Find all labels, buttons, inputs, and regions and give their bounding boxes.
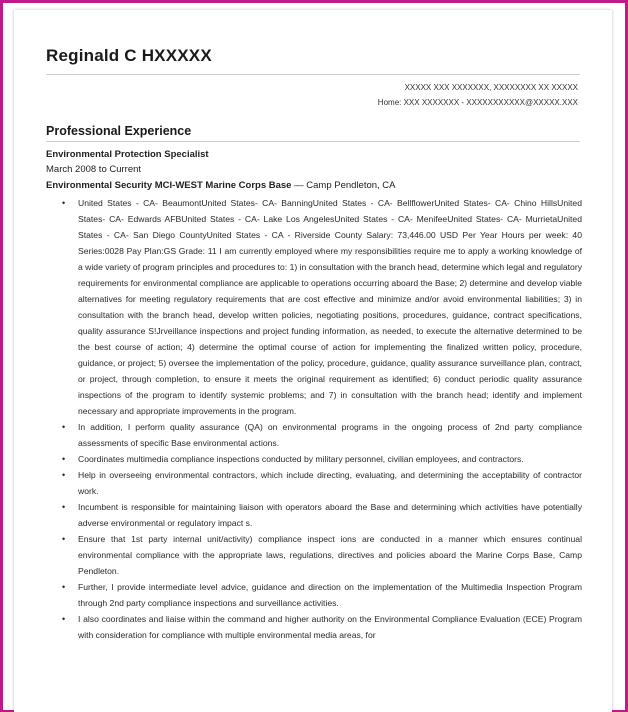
list-item: • I also coordinates and liaise within the command and higher authority on the Environmental Compliance Evaluation (ECE) Program with consideration for compliance with multiple environmental media areas, for: [62, 611, 582, 643]
employer-separator: —: [291, 180, 307, 191]
section-title-experience: Professional Experience: [46, 124, 192, 138]
job-employer: Environmental Security MCI-WEST Marine Corps Base: [46, 180, 292, 191]
section-divider: [46, 141, 580, 142]
job-location: Camp Pendleton, CA: [306, 180, 396, 191]
resume-page: [14, 10, 612, 712]
list-item: • In addition, I perform quality assurance (QA) on environmental programs in the ongoing process of 2nd party compliance assessments of specific Base environmental actions.: [62, 419, 582, 451]
contact-address: XXXXX XXX XXXXXXX, XXXXXXXX XX XXXXX: [404, 83, 578, 92]
list-item: • Further, I provide intermediate level advice, guidance and direction on the implementation of the Multimedia Inspection Program through 2nd party compliance inspections and surveillance activities.: [62, 579, 582, 611]
list-item: • United States - CA- BeaumontUnited States- CA- BanningUnited States - CA- BellflowerUnited States- CA- Chino HillsUnited States- CA- Edwards AFBUnited States - CA- Lake Los AngelesUnited States - CA- MenifeeUnited States- CA- MurrietaUnited States - CA- San Diego CountyUnited States - CA - Riverside County Salary: 73,446.00 USD Per Year Hours per week: 40 Series:0028 Pay Plan:GS Grade: 11 I am currently employed where my responsibilities require me to apply a working knowledge of a wide variety of program principles and procedures to: 1) in consultation with the branch head, determine which legal and regulatory requirements for environmental compliance are applicable to operations occurring aboard the Base; 2) determine and develop viable alternatives for meeting regulatory requirements that are cost effective and minimize and/or avoid environmental liabilities; 3) in consultation with the branch head, develop written policies, negotiating positions, procedures, guidance, contract specifications, quality assurance S!Jrveillance inspections and project funding information, as needed, to execute the alternative determined to be the best course of action; 4) determine the optimal course of action for implementing the finalized written policy, procedure, guidance, or project; 5) oversee the implementation of the policy, procedure, guidance, quality assurance surveillance plan, contract, or project, through completion, to ensure it meets the original requirement as identified; 6) conduct periodic quality assurance inspections of the program to identify systemic problems; and 7) in consultation with the branch head; identify and implement necessary and appropriate improvements in the program.: [62, 195, 582, 419]
list-item: • Coordinates multimedia compliance inspections conducted by military personnel, civilian employees, and contractors.: [62, 451, 582, 467]
header-divider: [46, 74, 580, 75]
list-item: • Ensure that 1st party internal unit/activity) compliance inspect ions are conducted in a manner which ensures continual environmental compliance with the appropriate laws, regulations, directives and policies aboard the Marine Corps Base, Camp Pendleton.: [62, 531, 582, 579]
candidate-name: Reginald C HXXXXX: [46, 46, 212, 65]
job-employer-line: [46, 180, 396, 191]
job-title: Environmental Protection Specialist: [46, 149, 209, 160]
job-duties-list: [62, 195, 582, 643]
list-item: • Help in overseeing environmental contractors, which include directing, evaluating, and determining the acceptability of contractor work.: [62, 467, 582, 499]
list-item: • Incumbent is responsible for maintaining liaison with operators aboard the Base and determining which activities have potentially adverse environmental or regulatory impact s.: [62, 499, 582, 531]
job-dates: March 2008 to Current: [46, 164, 142, 175]
contact-phone-email: Home: XXX XXXXXXX - XXXXXXXXXXX@XXXXX.XXX: [377, 98, 578, 107]
